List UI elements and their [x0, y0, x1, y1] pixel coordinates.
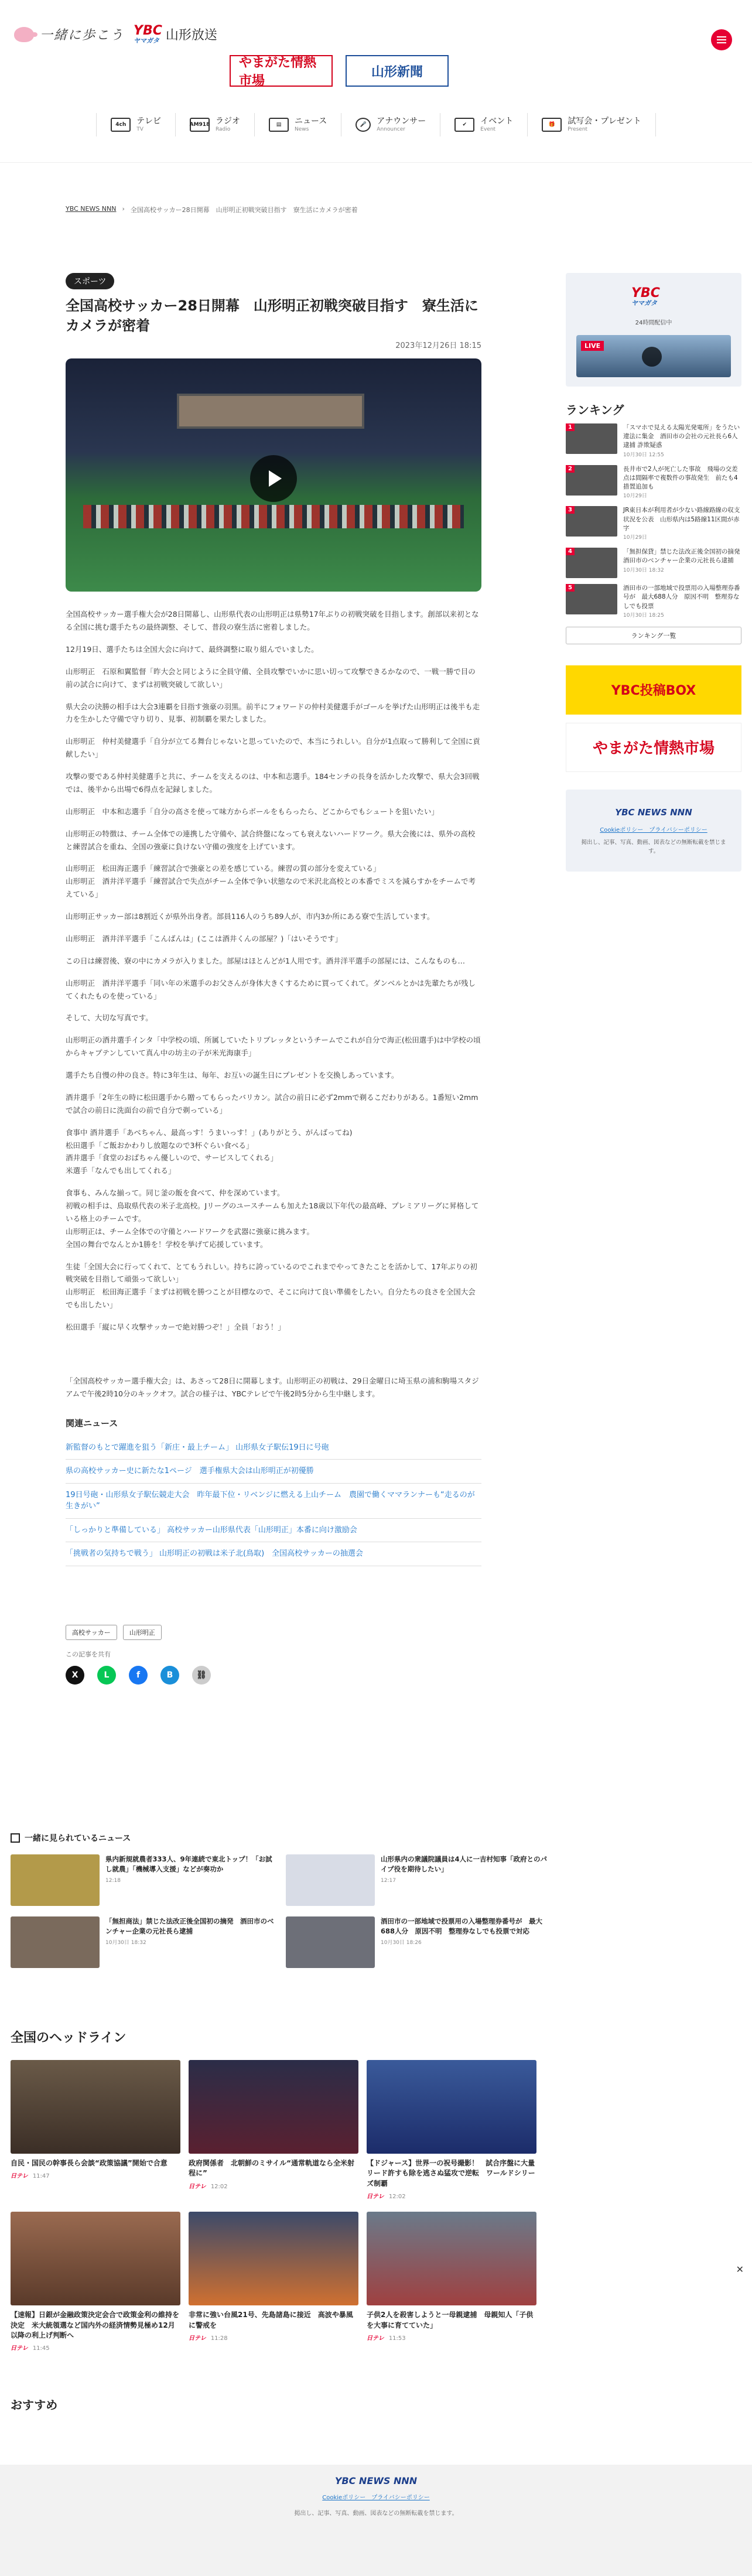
ranking-thumbnail: 4 — [566, 548, 617, 578]
article-date: 2023年12月26日 18:15 — [395, 341, 481, 351]
article-paragraph: 全国高校サッカー選手権大会が28日開幕し、山形県代表の山形明正は県勢17年ぶりの初戦突破を目指します。創部以来初となる全国に挑む選手たちの最終調整、そして、普段の寮生活に密着しました。 — [66, 610, 479, 632]
footer-copyright: 掲出し、記事、写真、動画、図表などの無断転載を禁じます。 — [294, 2510, 458, 2517]
tag-yamagata-meisei[interactable]: 山形明正 — [123, 1625, 162, 1640]
radio-icon: AM918 — [190, 118, 210, 132]
article-paragraph: 山形明正の酒井選手インタ「中学校の頃、所属していたトリプレッタというチームでこれが自分で海正(松田選手)は中学校の頃からキャプテンしていて真ん中の坊主の子が米光海康手」 — [66, 1036, 481, 1058]
ranking-thumbnail: 5 — [566, 584, 617, 614]
related-news-list — [66, 1436, 481, 1566]
nav-event[interactable]: ✔ イベント Event — [440, 113, 527, 136]
article-paragraph: 山形明正 酒井洋平選手「こんばんは」(ここは酒井くんの部屋？)「はいそうです」 — [66, 934, 343, 943]
global-nav — [0, 87, 752, 163]
article-paragraph: 選手たち自慢の仲の良さ。特に3年生は、毎年、お互いの誕生日にプレゼントを交換しあっています。 — [66, 1071, 399, 1080]
article-footnote: 「全国高校サッカー選手権大会」は、あさって28日に開幕します。山形明正の初戦は、29日金曜日に埼玉県の浦和駒場スタジアムで午後2時10分のキックオフ。試合の様子は、YBCテレビで午後2時5分から生中継します。 — [66, 1376, 479, 1398]
microphone-icon: 🎤 — [356, 118, 371, 132]
market-banner[interactable]: やまがた情熱市場 — [566, 723, 741, 772]
nav-news[interactable]: ▤ ニュース News — [254, 113, 341, 136]
ybc-logo-mark: YBC ヤマガタ — [631, 286, 660, 307]
live-stream-box[interactable] — [566, 273, 741, 387]
breadcrumb-current: 全国高校サッカー28日開幕 山形明正初戦突破目指す 寮生活にカメラが密着 — [130, 206, 358, 214]
article-paragraph: 松田選手「縦に早く攻撃サッカーで絶対勝つぞ！」全員「おう！」 — [66, 1323, 285, 1332]
ranking-item[interactable]: 3 JR東日本が利用者が少ない路線路線の収支状況を公表 山形県内は5路線11区間が赤字 10月29日 — [566, 506, 741, 542]
play-icon[interactable] — [250, 455, 297, 502]
sidebar — [566, 273, 746, 872]
news-thumbnail — [11, 2060, 180, 2154]
category-tag[interactable]: スポーツ — [66, 273, 114, 289]
yamagata-shimbun-banner[interactable]: 山形新聞 — [346, 55, 449, 87]
share-label: この記事を共有 — [66, 1650, 111, 1658]
live-stream-subtitle: 24時間配信中 — [635, 320, 672, 326]
news-thumbnail — [11, 1854, 100, 1906]
article-title: 全国高校サッカー28日開幕 山形明正初戦突破目指す 寮生活にカメラが密着 — [66, 298, 478, 334]
copyright-notice: 掲出し、記事、写真、動画、図表などの無断転載を禁じます。 — [581, 839, 726, 855]
pig-mascot-icon — [14, 27, 34, 42]
related-news-link[interactable]: 「挑戦者の気持ちで戦う」 山形明正の初戦は米子北(鳥取) 全国高校サッカーの抽選会 — [66, 1542, 481, 1566]
x-share-icon[interactable]: X — [66, 1666, 84, 1685]
news-thumbnail — [11, 2212, 180, 2305]
headline-item[interactable]: 自民・国民の幹事長ら会談“政策協議”開始で合意 日テレ 11:47 — [11, 2060, 180, 2200]
event-check-icon: ✔ — [454, 118, 474, 132]
recommended-section — [11, 2396, 741, 2413]
headline-item[interactable]: 子供2人を殺害しようと一母親逮捕 母親知人「子供を大事に育てていた」 日テレ 11:53 — [367, 2212, 536, 2352]
nav-announcer[interactable]: 🎤 アナウンサー Announcer — [341, 113, 440, 136]
related-news-link[interactable]: 新監督のもとで躍進を狙う「新庄・最上チーム」 山形県女子駅伝19日に号砲 — [66, 1436, 481, 1460]
header-brand[interactable] — [14, 23, 217, 45]
together-news-heading: 一緒に見られているニュース — [25, 1834, 131, 1843]
related-news-link[interactable]: 県の高校サッカー史に新たな1ページ 選手権県大会は山形明正が初優勝 — [66, 1460, 481, 1484]
article-paragraph: 食事も、みんな揃って。同じ釜の飯を食べて、仲を深めています。 初戦の相手は、鳥取県代表の米子北高校。Jリーグのユースチームも加えた18歳以下年代の最高峰、プレミアリーグに昇格している格上のチームです。 山形明正は、チーム全体での守備とハードワークを武器に強豪に挑みます。 全国の舞台でなんとか1勝を！学校を挙げて応援しています。 — [66, 1188, 479, 1249]
together-news-item[interactable]: 県内新規就農者333人、9年連続で東北トップ！「お試し就農」「機械導入支援」などが奏功か 12:18 — [11, 1854, 274, 1906]
live-badge: LIVE — [581, 341, 604, 351]
article-paragraph: 生徒「全国大会に行ってくれて、とてもうれしい。持ちに誇っているのでこれまでやってきたことを活かして、17年ぶりの初戦突破を目指して頑張って欲しい」 山形明正 松田海正選手「まずは初戦を勝つことが目標なので、そこに向けて良い準備をしたい。自分たちの良さを全国大会でも出したい」 — [66, 1262, 477, 1310]
ranking-thumbnail: 2 — [566, 465, 617, 496]
ranking-thumbnail: 1 — [566, 423, 617, 454]
list-icon — [11, 1833, 20, 1843]
facebook-share-icon[interactable]: f — [129, 1666, 148, 1685]
related-news-heading: 関連ニュース — [66, 1417, 118, 1429]
ranking-item[interactable]: 2 長井市で2人が死亡した事故 飛場の交差点は間隔率で複数件の事故発生 前たも4措置追加も 10月29日 — [566, 465, 741, 501]
news-thumbnail — [367, 2060, 536, 2154]
news-thumbnail — [11, 1916, 100, 1968]
line-share-icon[interactable]: L — [97, 1666, 116, 1685]
article-paragraph: 山形明正 酒井洋平選手「同い年の米選手のお父さんが身体大きくするために買ってくれて。ダンベルとかは先輩たちが残してくれたものを使っている」 — [66, 978, 476, 1000]
nav-tv[interactable]: 4ch テレビ TV — [96, 113, 175, 136]
sidebar-news-info — [566, 790, 741, 872]
article-paragraph: 山形明正 中本和志選手「自分の高さを使って味方からボールをもらったら、どこからでもシュートを狙いたい」 — [66, 807, 439, 816]
headline-item[interactable]: 【ドジャース】世界一の祝号撮影！ 試合序盤に大量リード許すも除を逃さぬ猛攻で逆転 ワールドシリーズ制覇 日テレ 12:02 — [367, 2060, 536, 2200]
video-player[interactable] — [66, 358, 481, 592]
recommended-heading: おすすめ — [11, 2398, 58, 2412]
headlines-section — [11, 2028, 741, 2352]
share-buttons — [66, 1666, 481, 1685]
video-thumbnail-building — [177, 394, 364, 429]
gift-icon: 🎁 — [542, 118, 562, 132]
link-copy-icon[interactable]: ⛓ — [192, 1666, 211, 1685]
article-paragraph: そして、大切な写真です。 — [66, 1013, 153, 1023]
headline-item[interactable]: 【速報】日銀が金融政策決定会合で政策金利の維持を決定 米大統領選など国内外の経済情勢見極め12月以降の利上げ判断へ 日テレ 11:45 — [11, 2212, 180, 2352]
footer-policy-links[interactable]: Cookieポリシー プライバシーポリシー — [322, 2495, 430, 2501]
headline-item[interactable]: 政府関係者 北朝鮮のミサイル“通常軌道なら全米射程に” 日テレ 12:02 — [189, 2060, 358, 2200]
news-thumbnail — [286, 1916, 375, 1968]
headline-item[interactable]: 非常に強い台風21号、先島諸島に接近 高波や暴風に警戒を 日テレ 11:28 — [189, 2212, 358, 2352]
article-paragraph: 攻撃の要である仲村美健選手と共に、チームを支えるのは、中本和志選手。184センチの長身を活かした攻撃で、県大会3回戦では、後半から出場で6得点を記録しました。 — [66, 772, 480, 794]
ranking-item[interactable]: 5 酒田市の一部地域で投票用の入場整理券番号が 最大688人分 原因不明 整理券なしでも投票 10月30日 18:25 — [566, 584, 741, 620]
news-logo: YBC NEWS NNN — [615, 807, 692, 818]
related-news-link[interactable]: 「しっかりと準備している」 高校サッカー山形県代表「山形明正」本番に向け激励会 — [66, 1519, 481, 1543]
footer-news-logo[interactable]: YBC NEWS NNN — [334, 2475, 418, 2486]
headlines-heading: 全国のヘッドライン — [11, 2031, 127, 2045]
article-paragraph: 県大会の決勝の相手は大会3連覇を目指す強豪の羽黒。前半にフォワードの仲村美健選手がゴールを挙げた山形明正は後半も走力を生かした守備で守り切り、見事、初制覇を果たしました。 — [66, 702, 480, 724]
ybc-logo[interactable] — [134, 23, 217, 45]
article-tags — [66, 1625, 481, 1640]
together-news-item[interactable]: 「無担商法」禁じた法改正後全国初の摘発 酒田市のベンチャー企業の元社長ら逮捕 10月30日 18:32 — [11, 1916, 274, 1968]
header-slogan: 一緒に歩こう — [40, 28, 125, 43]
article-paragraph: 山形明正 仲村美健選手「自分が立てる舞台じゃないと思っていたので、本当にうれしい。自分が1点取って勝利して全国に貢献したい」 — [66, 737, 480, 759]
breadcrumb-separator-icon: › — [122, 205, 125, 213]
ranking-item[interactable]: 1 「スマホで見える太陽光発電所」をうたい違法に集金 酒田市の会社の元社長ら6人逮捕 詐欺疑惑 10月30日 12:55 — [566, 423, 741, 459]
ybc-post-box-banner[interactable]: YBC投稿BOX — [566, 665, 741, 715]
tag-high-school-soccer[interactable]: 高校サッカー — [66, 1625, 117, 1640]
news-thumbnail — [189, 2212, 358, 2305]
article-paragraph: 12月19日、選手たちは全国大会に向けて、最終調整に取り組んでいました。 — [66, 644, 319, 654]
breadcrumb-home[interactable]: YBC NEWS NNN — [66, 205, 117, 213]
hatena-share-icon[interactable]: B — [160, 1666, 179, 1685]
news-thumbnail — [286, 1854, 375, 1906]
close-icon[interactable]: ✕ — [736, 2264, 744, 2275]
nav-radio[interactable]: AM918 ラジオ Radio — [175, 113, 254, 136]
policy-links[interactable]: Cookieポリシー プライバシーポリシー — [600, 826, 707, 833]
together-news-item[interactable]: 山形県内の衆議院議員は4人に一吉村知事「政府とのパイプ役を期待したい」 12:17 — [286, 1854, 549, 1906]
hamburger-menu-button[interactable] — [711, 29, 732, 50]
news-thumbnail — [189, 2060, 358, 2154]
article-paragraph: この日は練習後、寮の中にカメラが入りました。部屋はほとんどが1人用です。酒井洋平選手の部屋には、こんなものも… — [66, 956, 465, 965]
ybc-logo-mark: YBC ヤマガタ — [134, 23, 162, 45]
play-icon[interactable] — [642, 347, 662, 367]
ranking-item[interactable]: 4 「無担保貸」禁じた法改正後全国初の摘発 酒田市のベンチャー企業の元社長ら逮捕 10月30日 18:32 — [566, 548, 741, 578]
article-body — [66, 608, 481, 1334]
related-news-link[interactable]: 19日号砲・山形県女子駅伝競走大会 昨年最下位・リベンジに燃える上山チーム 農園で働くママランナーも“走るのが生きがい” — [66, 1484, 481, 1519]
together-news-section — [11, 1832, 741, 1968]
article-paragraph: 山形明正サッカー部は8割近くが県外出身者。部員116人のうち89人が、市内3か所にある寮で生活しています。 — [66, 912, 435, 921]
news-thumbnail — [367, 2212, 536, 2305]
article — [66, 273, 481, 1685]
station-name: 山形放送 — [165, 28, 217, 43]
article-paragraph: 山形明正 松田海正選手「練習試合で強豪との差を感じている。練習の質の部分を変えている」 山形明正 酒井洋平選手「練習試合で失点がチーム全体で争い状態なので米沢北高校との本番でミスを減らすかをチームで考えている」 — [66, 864, 476, 899]
ranking-heading: ランキング — [566, 403, 624, 417]
ranking-more-button[interactable]: ランキング一覧 — [566, 627, 741, 644]
news-icon: ▤ — [269, 118, 289, 132]
article-paragraph: 食事中 酒井選手「あべちゃん、最高っす！うまいっす！」(ありがとう、がんばってね) 松田選手「ご飯おかわりし放題なので3杯ぐらい食べる」 酒井選手「食堂のおばちゃん優しいので、サービスしてくれる」 米選手「なんでも出してくれる」 — [66, 1128, 353, 1176]
ranking-thumbnail: 3 — [566, 506, 617, 537]
market-banner[interactable]: やまがた情熱市場 — [230, 55, 333, 87]
tv-icon: 4ch — [111, 118, 131, 132]
article-paragraph: 山形明正の特徴は、チーム全体での連携した守備や、試合終盤になっても衰えないハードワーク。県大会後には、県外の高校と練習試合を重ね、全国の強豪に負けない守備の強度を上げています。 — [66, 829, 476, 851]
article-paragraph: 酒井選手「2年生の時に松田選手から贈ってもらったバリカン。試合の前日に必ず2mmで剃るこだわりがある。1番短い2mmで試合の前日に洗面台の前で自分で剃っている」 — [66, 1092, 478, 1115]
video-thumbnail-team — [83, 505, 464, 528]
breadcrumb — [66, 205, 752, 214]
site-footer — [0, 2465, 752, 2576]
ranking-list — [566, 423, 746, 620]
nav-present[interactable]: 🎁 試写会・プレゼント Present — [527, 113, 655, 136]
together-news-item[interactable]: 酒田市の一部地域で投票用の入場整理券番号が 最大688人分 原因不明 整理券なしでも投票で対応 10月30日 18:26 — [286, 1916, 549, 1968]
article-paragraph: 山形明正 石原和翼監督「昨大会と同じように全員守備、全員攻撃でいかに思い切って攻撃できるかなので、一戦一勝で目の前の試合に向けて、まずは初戦突破して欲しい」 — [66, 667, 476, 689]
site-header — [0, 0, 752, 87]
